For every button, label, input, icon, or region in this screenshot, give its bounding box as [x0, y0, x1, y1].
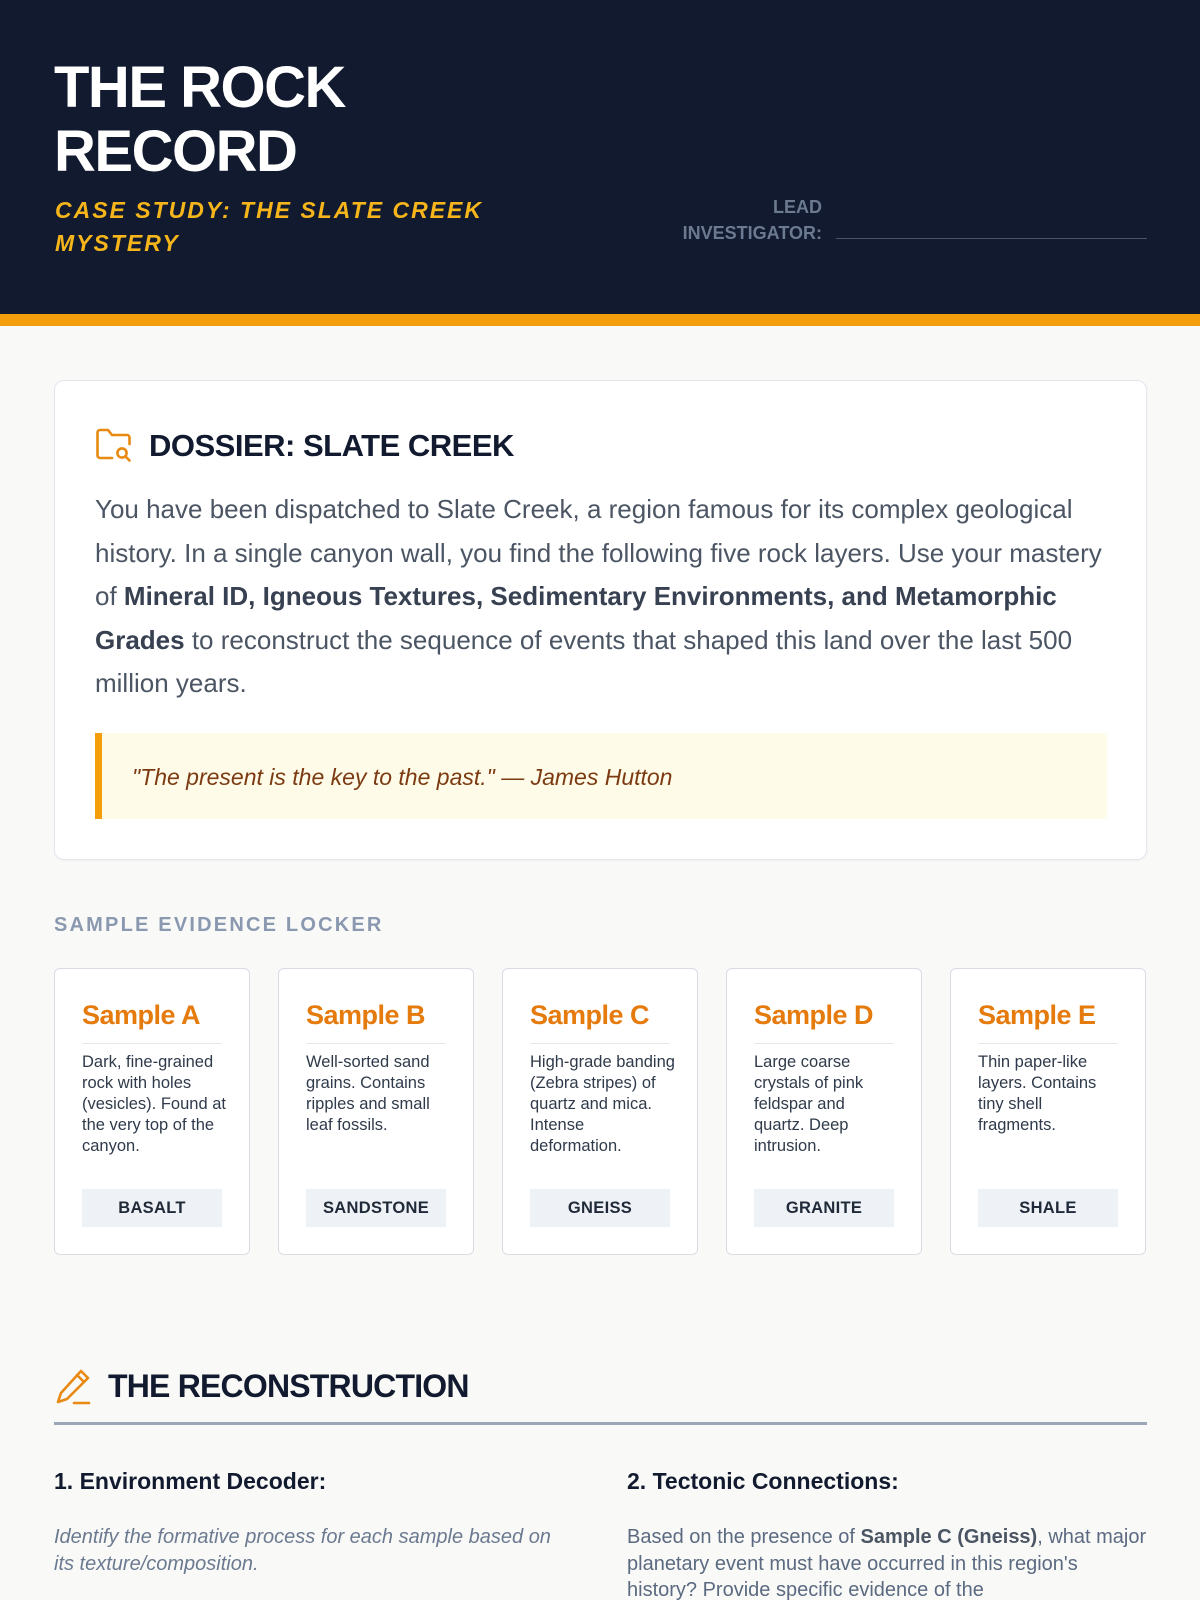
sample-title: Sample B	[306, 1000, 426, 1030]
sample-description: Dark, fine-grained rock with holes (vesicles). Found at the very top of the canyon.	[82, 1053, 226, 1155]
question-2-text-part2: , what major planetary event must have occurred in this region's history? Provide specific evidence of the	[627, 1526, 1147, 1600]
question-2-title: 2. Tectonic Connections:	[627, 1468, 899, 1494]
reconstruction-divider	[54, 1422, 1147, 1425]
rock-type-tag: GNEISS	[530, 1189, 670, 1227]
dossier-text-part2: to reconstruct the sequence of events that shaped this land over the last 500 million years.	[95, 624, 1073, 698]
card-divider	[82, 1043, 222, 1044]
card-divider	[754, 1043, 894, 1044]
rock-type-tag: SANDSTONE	[306, 1189, 446, 1227]
folder-search-icon	[95, 427, 133, 463]
sample-description: Well-sorted sand grains. Contains ripples and small leaf fossils.	[306, 1053, 430, 1134]
sample-description: Thin paper-like layers. Contains tiny shell fragments.	[978, 1053, 1097, 1134]
sample-card-c	[502, 968, 698, 1255]
sample-title: Sample E	[978, 1000, 1096, 1030]
sample-card-a	[54, 968, 250, 1255]
page-title: THE ROCK RECORD	[54, 55, 345, 184]
hutton-quote: "The present is the key to the past." — James Hutton	[132, 764, 673, 790]
header-accent-stripe	[0, 314, 1200, 326]
sample-title: Sample D	[754, 1000, 874, 1030]
question-1-prompt: Identify the formative process for each sample based on its texture/composition.	[54, 1526, 551, 1575]
sample-title: Sample C	[530, 1000, 650, 1030]
rock-type-tag: GRANITE	[754, 1189, 894, 1227]
dossier-description	[95, 488, 1105, 706]
case-study-subtitle: CASE STUDY: THE SLATE CREEK MYSTERY	[55, 197, 483, 256]
question-1-title: 1. Environment Decoder:	[54, 1468, 327, 1494]
evidence-locker-label: SAMPLE EVIDENCE LOCKER	[54, 914, 384, 936]
quote-callout	[95, 733, 1107, 819]
rock-type-tag: SHALE	[978, 1189, 1118, 1227]
dossier-text-bold: Mineral ID, Igneous Textures, Sedimentary Environments, and Metamorphic Grades	[95, 581, 1057, 655]
rock-type-tag: BASALT	[82, 1189, 222, 1227]
dossier-text-part1: You have been dispatched to Slate Creek, a region famous for its complex geological history. In a single canyon wall, you find the following five rock layers. Use your mastery of	[95, 494, 1102, 611]
sample-card-d	[726, 968, 922, 1255]
card-divider	[306, 1043, 446, 1044]
dossier-title: DOSSIER: SLATE CREEK	[149, 428, 514, 463]
question-2-prompt	[627, 1524, 1147, 1600]
header	[0, 0, 1200, 314]
reconstruction-heading: THE RECONSTRUCTION	[108, 1368, 469, 1404]
question-2-text-part1: Based on the presence of	[627, 1526, 861, 1548]
sample-description: Large coarse crystals of pink feldspar and quartz. Deep intrusion.	[754, 1053, 864, 1155]
lead-investigator-label: LEAD INVESTIGATOR:	[682, 197, 822, 243]
sample-card-e	[950, 968, 1146, 1255]
card-divider	[530, 1043, 670, 1044]
card-divider	[978, 1043, 1118, 1044]
sample-description: High-grade banding (Zebra stripes) of quartz and mica. Intense deformation.	[530, 1053, 675, 1155]
pencil-icon	[54, 1366, 92, 1406]
dossier-card	[54, 380, 1147, 860]
question-2-text-bold: Sample C (Gneiss)	[860, 1526, 1038, 1548]
lead-investigator-input-line[interactable]	[836, 238, 1147, 239]
sample-card-b	[278, 968, 474, 1255]
sample-title: Sample A	[82, 1000, 201, 1030]
